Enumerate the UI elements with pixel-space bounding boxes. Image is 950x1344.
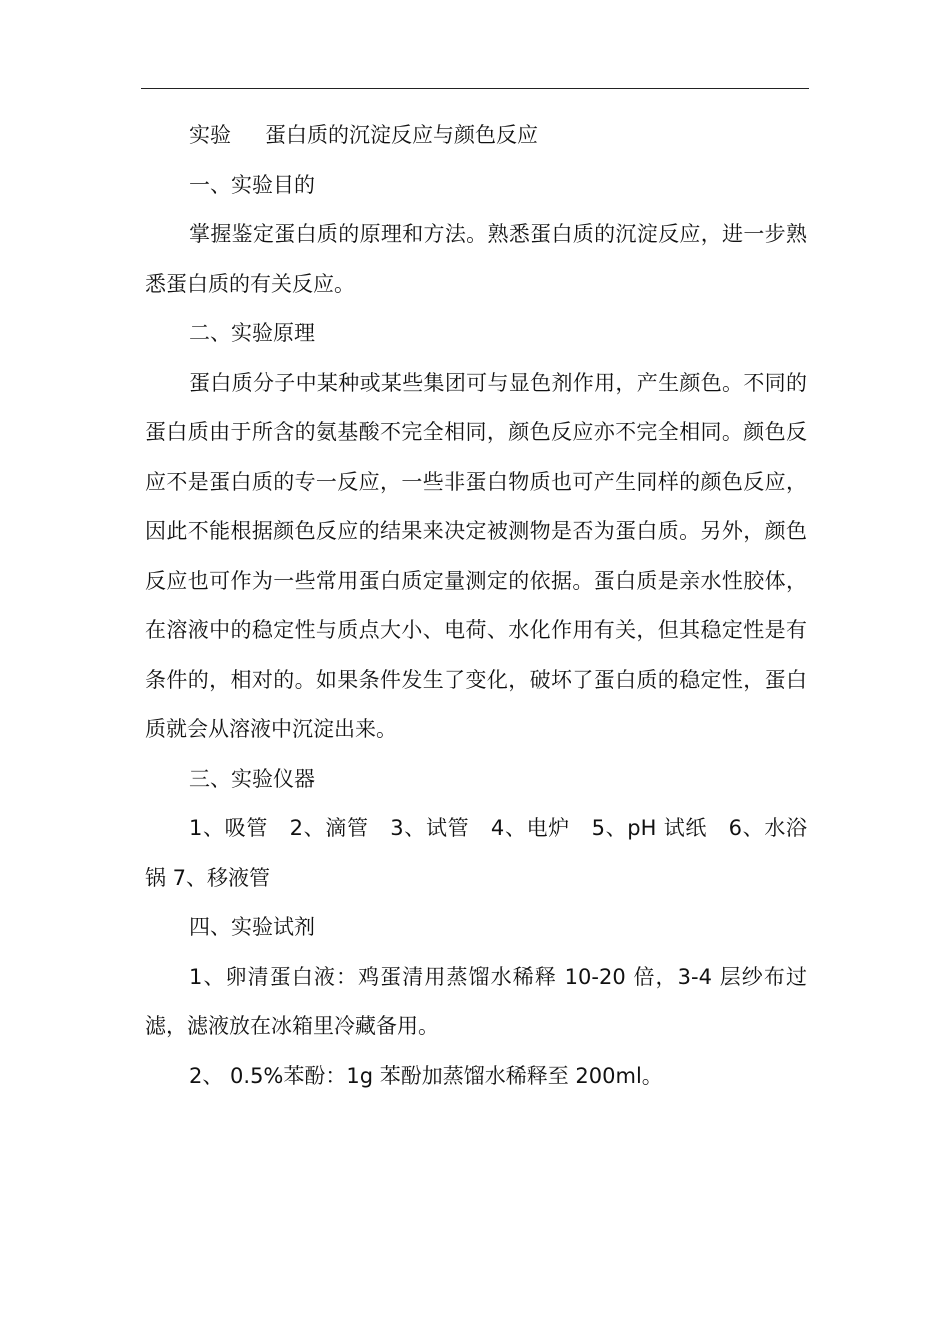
- section-heading-reagents: 四、实验试剂: [189, 915, 315, 939]
- paragraph-purpose: 掌握鉴定蛋白质的原理和方法。熟悉蛋白质的沉淀反应，进一步熟悉蛋白质的有关反应。: [145, 222, 807, 296]
- paragraph-principle: 蛋白质分子中某种或某些集团可与显色剂作用，产生颜色。不同的蛋白质由于所含的氨基酸不完全相同，颜色反应亦不完全相同。颜色反应不是蛋白质的专一反应，一些非蛋白物质也可产生同样的颜色反应，因此不能根据颜色反应的结果来决定被测物是否为蛋白质。另外，颜色反应也可作为一些常用蛋白质定量测定的依据。蛋白质是亲水性胶体，在溶液中的稳定性与质点大小、电荷、水化作用有关，但其稳定性是有条件的，相对的。如果条件发生了变化，破坏了蛋白质的稳定性，蛋白质就会从溶液中沉淀出来。: [145, 370, 807, 741]
- paragraph-reagent-1: 1、卵清蛋白液：鸡蛋清用蒸馏水稀释 10-20 倍，3-4 层纱布过滤，滤液放在冰箱里冷藏备用。: [145, 964, 807, 1038]
- header-rule: [141, 88, 809, 89]
- section-heading-principle: 二、实验原理: [189, 321, 315, 345]
- title-prefix: 实验: [189, 123, 231, 147]
- paragraph-reagent-2: 2、 0.5%苯酚：1g 苯酚加蒸馏水稀释至 200ml。: [189, 1063, 663, 1088]
- section-heading-purpose: 一、实验目的: [189, 172, 315, 197]
- paragraph-instruments: 1、吸管 2、滴管 3、试管 4、电炉 5、pH 试纸 6、水浴锅 7、移液管: [145, 816, 807, 890]
- document-title: [145, 111, 807, 161]
- section-heading-instruments: 三、实验仪器: [189, 766, 315, 791]
- title-main: 蛋白质的沉淀反应与颜色反应: [265, 123, 538, 147]
- document-body: [145, 111, 807, 1101]
